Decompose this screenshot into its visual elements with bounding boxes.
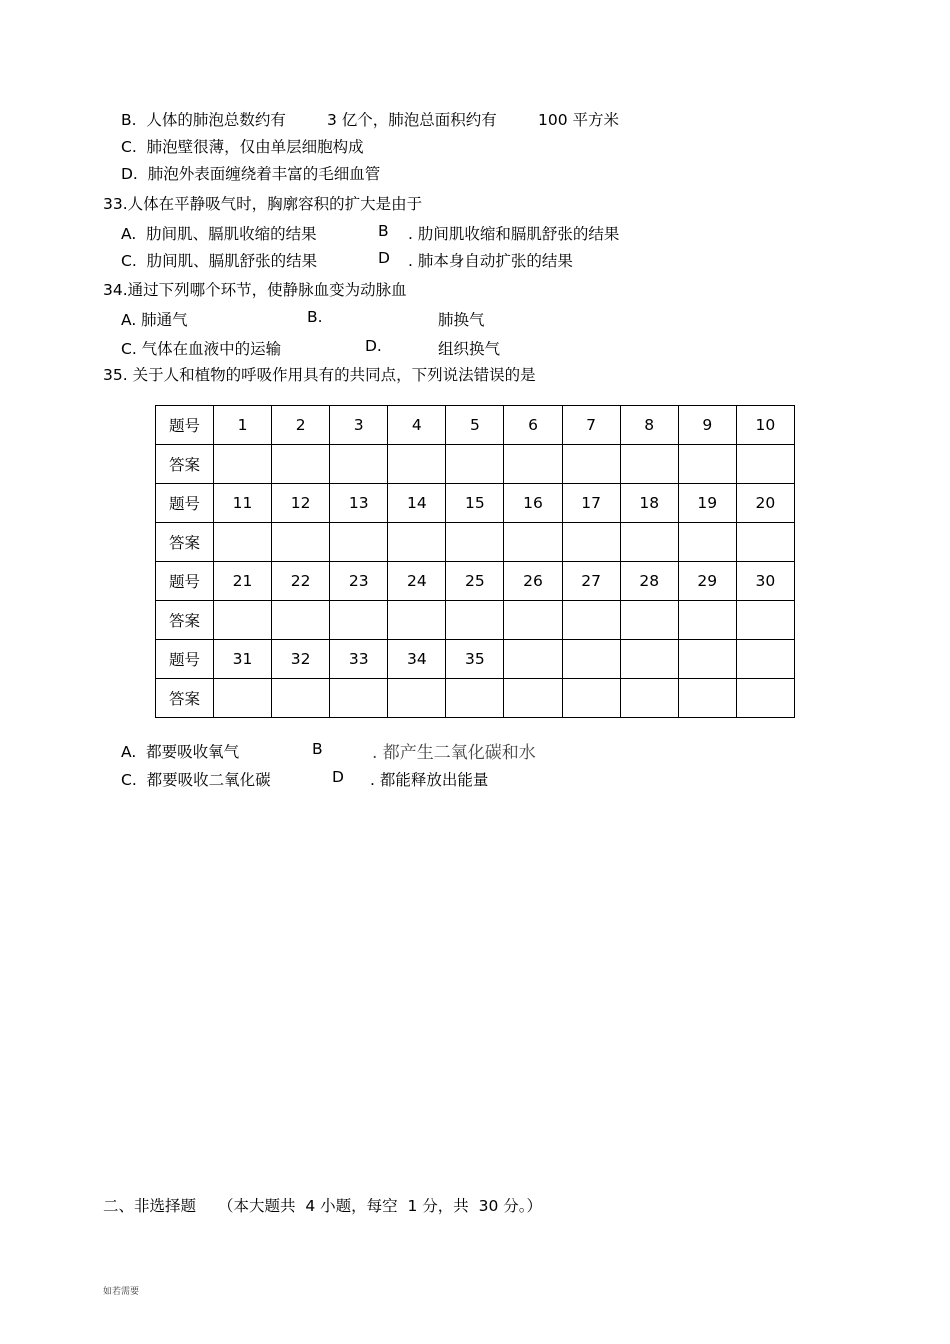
q32-option-b-part1: B. 人体的肺泡总数约有 [121,111,286,129]
answer-cell[interactable] [562,679,620,718]
answer-cell[interactable] [330,601,388,640]
question-number-row [156,406,795,445]
answer-cell[interactable] [388,523,446,562]
question-number-cell: 5 [446,406,504,445]
question-number-cell: 4 [388,406,446,445]
question-number-cell: 3 [330,406,388,445]
answer-cell[interactable] [330,445,388,484]
answer-cell[interactable] [388,445,446,484]
answer-cell[interactable] [446,601,504,640]
q34-option-a: A. 肺通气 [121,311,188,329]
question-number-cell [678,640,736,679]
q35-option-b-text: . 都产生二氧化碳和水 [372,743,536,763]
question-number-cell: 21 [214,562,272,601]
answer-row [156,445,795,484]
answer-cell[interactable] [620,523,678,562]
question-number-cell: 35 [446,640,504,679]
q32-option-c: C. 肺泡壁很薄，仅由单层细胞构成 [121,138,364,156]
answer-table [155,405,795,718]
q35-option-c: C. 都要吸收二氧化碳 [121,771,271,789]
question-number-cell: 10 [736,406,794,445]
answer-cell[interactable] [446,679,504,718]
q33-option-c: C. 肋间肌、膈肌舒张的结果 [121,252,318,270]
q33-option-d-letter: D [378,249,390,267]
question-number-cell: 6 [504,406,562,445]
question-number-cell [504,640,562,679]
question-number-cell: 22 [272,562,330,601]
answer-cell[interactable] [562,523,620,562]
answer-cell[interactable] [272,679,330,718]
question-number-cell: 25 [446,562,504,601]
answer-cell[interactable] [214,445,272,484]
answer-cell[interactable] [446,445,504,484]
answer-cell[interactable] [272,445,330,484]
q34-option-d-letter: D. [365,337,382,355]
question-number-cell: 8 [620,406,678,445]
answer-cell[interactable] [678,445,736,484]
answer-cell[interactable] [678,523,736,562]
row-label-number: 题号 [156,484,214,523]
question-number-cell: 18 [620,484,678,523]
answer-cell[interactable] [504,601,562,640]
question-number-cell: 9 [678,406,736,445]
q34-stem: 34.通过下列哪个环节，使静脉血变为动脉血 [103,281,407,299]
answer-row [156,601,795,640]
answer-cell[interactable] [620,679,678,718]
answer-cell[interactable] [736,679,794,718]
question-number-cell: 13 [330,484,388,523]
answer-row [156,523,795,562]
section2-title: 二、非选择题 [103,1197,197,1215]
answer-row [156,679,795,718]
question-number-cell: 1 [214,406,272,445]
answer-cell[interactable] [620,601,678,640]
question-number-cell: 11 [214,484,272,523]
q32-option-b-part3: 100 平方米 [538,111,620,129]
answer-cell[interactable] [388,679,446,718]
q35-option-a: A. 都要吸收氧气 [121,743,240,761]
q34-option-b-letter: B. [307,308,323,326]
answer-cell[interactable] [736,445,794,484]
row-label-answer: 答案 [156,523,214,562]
q32-option-b-part2: 3 亿个，肺泡总面积约有 [327,111,497,129]
page-footer: 如若需要 [103,1287,140,1297]
answer-cell[interactable] [214,523,272,562]
question-number-cell: 16 [504,484,562,523]
row-label-number: 题号 [156,406,214,445]
answer-cell[interactable] [562,601,620,640]
q34-option-c: C. 气体在血液中的运输 [121,340,282,358]
question-number-cell: 26 [504,562,562,601]
answer-cell[interactable] [504,679,562,718]
question-number-cell: 24 [388,562,446,601]
answer-cell[interactable] [272,523,330,562]
answer-cell[interactable] [736,523,794,562]
row-label-number: 题号 [156,562,214,601]
question-number-cell: 34 [388,640,446,679]
q33-option-a: A. 肋间肌、膈肌收缩的结果 [121,225,317,243]
q33-stem: 33.人体在平静吸气时，胸廓容积的扩大是由于 [103,195,423,213]
question-number-cell: 7 [562,406,620,445]
answer-cell[interactable] [620,445,678,484]
section2-note: （本大题共 4 小题，每空 1 分，共 30 分。） [218,1197,543,1215]
answer-cell[interactable] [562,445,620,484]
q33-option-b-letter: B [378,222,389,240]
question-number-cell: 29 [678,562,736,601]
question-number-cell: 31 [214,640,272,679]
question-number-cell: 15 [446,484,504,523]
q33-option-b-text: . 肋间肌收缩和膈肌舒张的结果 [408,225,620,243]
answer-cell[interactable] [214,679,272,718]
answer-table-body [156,406,795,718]
answer-cell[interactable] [214,601,272,640]
q35-stem: 35. 关于人和植物的呼吸作用具有的共同点，下列说法错误的是 [103,366,536,384]
answer-cell[interactable] [678,679,736,718]
question-number-row [156,484,795,523]
question-number-cell: 19 [678,484,736,523]
question-number-cell: 32 [272,640,330,679]
question-number-row [156,562,795,601]
row-label-answer: 答案 [156,601,214,640]
question-number-row [156,640,795,679]
question-number-cell: 2 [272,406,330,445]
q35-option-d-letter: D [332,768,344,786]
question-number-cell [562,640,620,679]
q33-option-d-text: . 肺本身自动扩张的结果 [408,252,573,270]
question-number-cell: 17 [562,484,620,523]
answer-cell[interactable] [330,679,388,718]
question-number-cell: 33 [330,640,388,679]
question-number-cell: 20 [736,484,794,523]
answer-cell[interactable] [504,523,562,562]
question-number-cell: 12 [272,484,330,523]
question-number-cell: 23 [330,562,388,601]
q32-option-d: D. 肺泡外表面缠绕着丰富的毛细血管 [121,165,381,183]
question-number-cell: 14 [388,484,446,523]
q35-option-b-letter: B [312,740,323,758]
answer-cell[interactable] [330,523,388,562]
q34-option-d-text: 组织换气 [438,340,501,358]
row-label-number: 题号 [156,640,214,679]
question-number-cell: 27 [562,562,620,601]
question-number-cell: 28 [620,562,678,601]
answer-cell[interactable] [504,445,562,484]
answer-cell[interactable] [388,601,446,640]
row-label-answer: 答案 [156,445,214,484]
answer-cell[interactable] [272,601,330,640]
answer-cell[interactable] [446,523,504,562]
answer-cell[interactable] [736,601,794,640]
q34-option-b-text: 肺换气 [438,311,485,329]
answer-cell[interactable] [678,601,736,640]
question-number-cell [736,640,794,679]
question-number-cell: 30 [736,562,794,601]
q35-option-d-text: . 都能释放出能量 [370,771,489,789]
question-number-cell [620,640,678,679]
row-label-answer: 答案 [156,679,214,718]
